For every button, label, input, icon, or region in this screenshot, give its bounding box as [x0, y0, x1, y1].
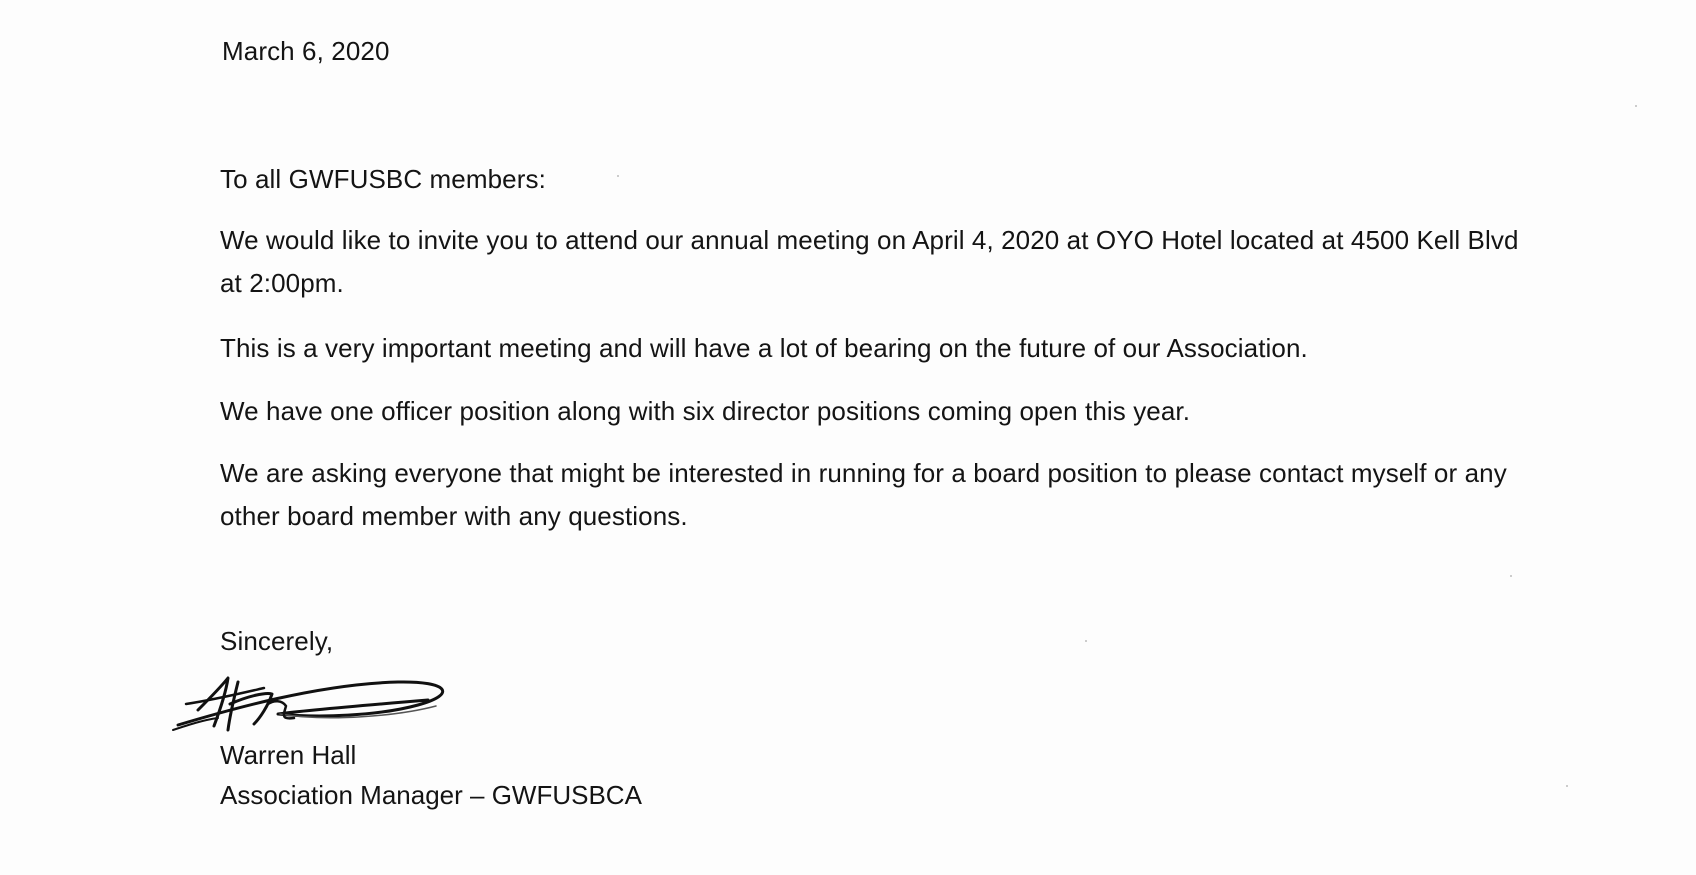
handwritten-signature: [168, 670, 458, 740]
paragraph-meeting-invite: We would like to invite you to attend our annual meeting on April 4, 2020 at OYO Hotel located at 4500 Kell Blvd at 2:00pm.: [220, 225, 1519, 298]
signer-title: Association Manager – GWFUSBCA: [220, 780, 642, 810]
scan-speck: [1635, 105, 1637, 107]
scan-speck: [617, 175, 619, 177]
letter-closing: Sincerely,: [220, 626, 334, 656]
letter-greeting: To all GWFUSBC members:: [220, 164, 546, 194]
scan-speck: [1510, 575, 1512, 577]
signer-name: Warren Hall: [220, 740, 357, 770]
paragraph-importance: This is a very important meeting and will have a lot of bearing on the future of our Association.: [220, 333, 1308, 363]
letter-date: March 6, 2020: [222, 36, 390, 66]
paragraph-contact-request: We are asking everyone that might be interested in running for a board position to please contact myself or any other board member with any questions.: [220, 458, 1507, 531]
paragraph-open-positions: We have one officer position along with six director positions coming open this year.: [220, 396, 1191, 426]
scan-speck: [1566, 785, 1568, 787]
scan-speck: [1085, 640, 1087, 642]
